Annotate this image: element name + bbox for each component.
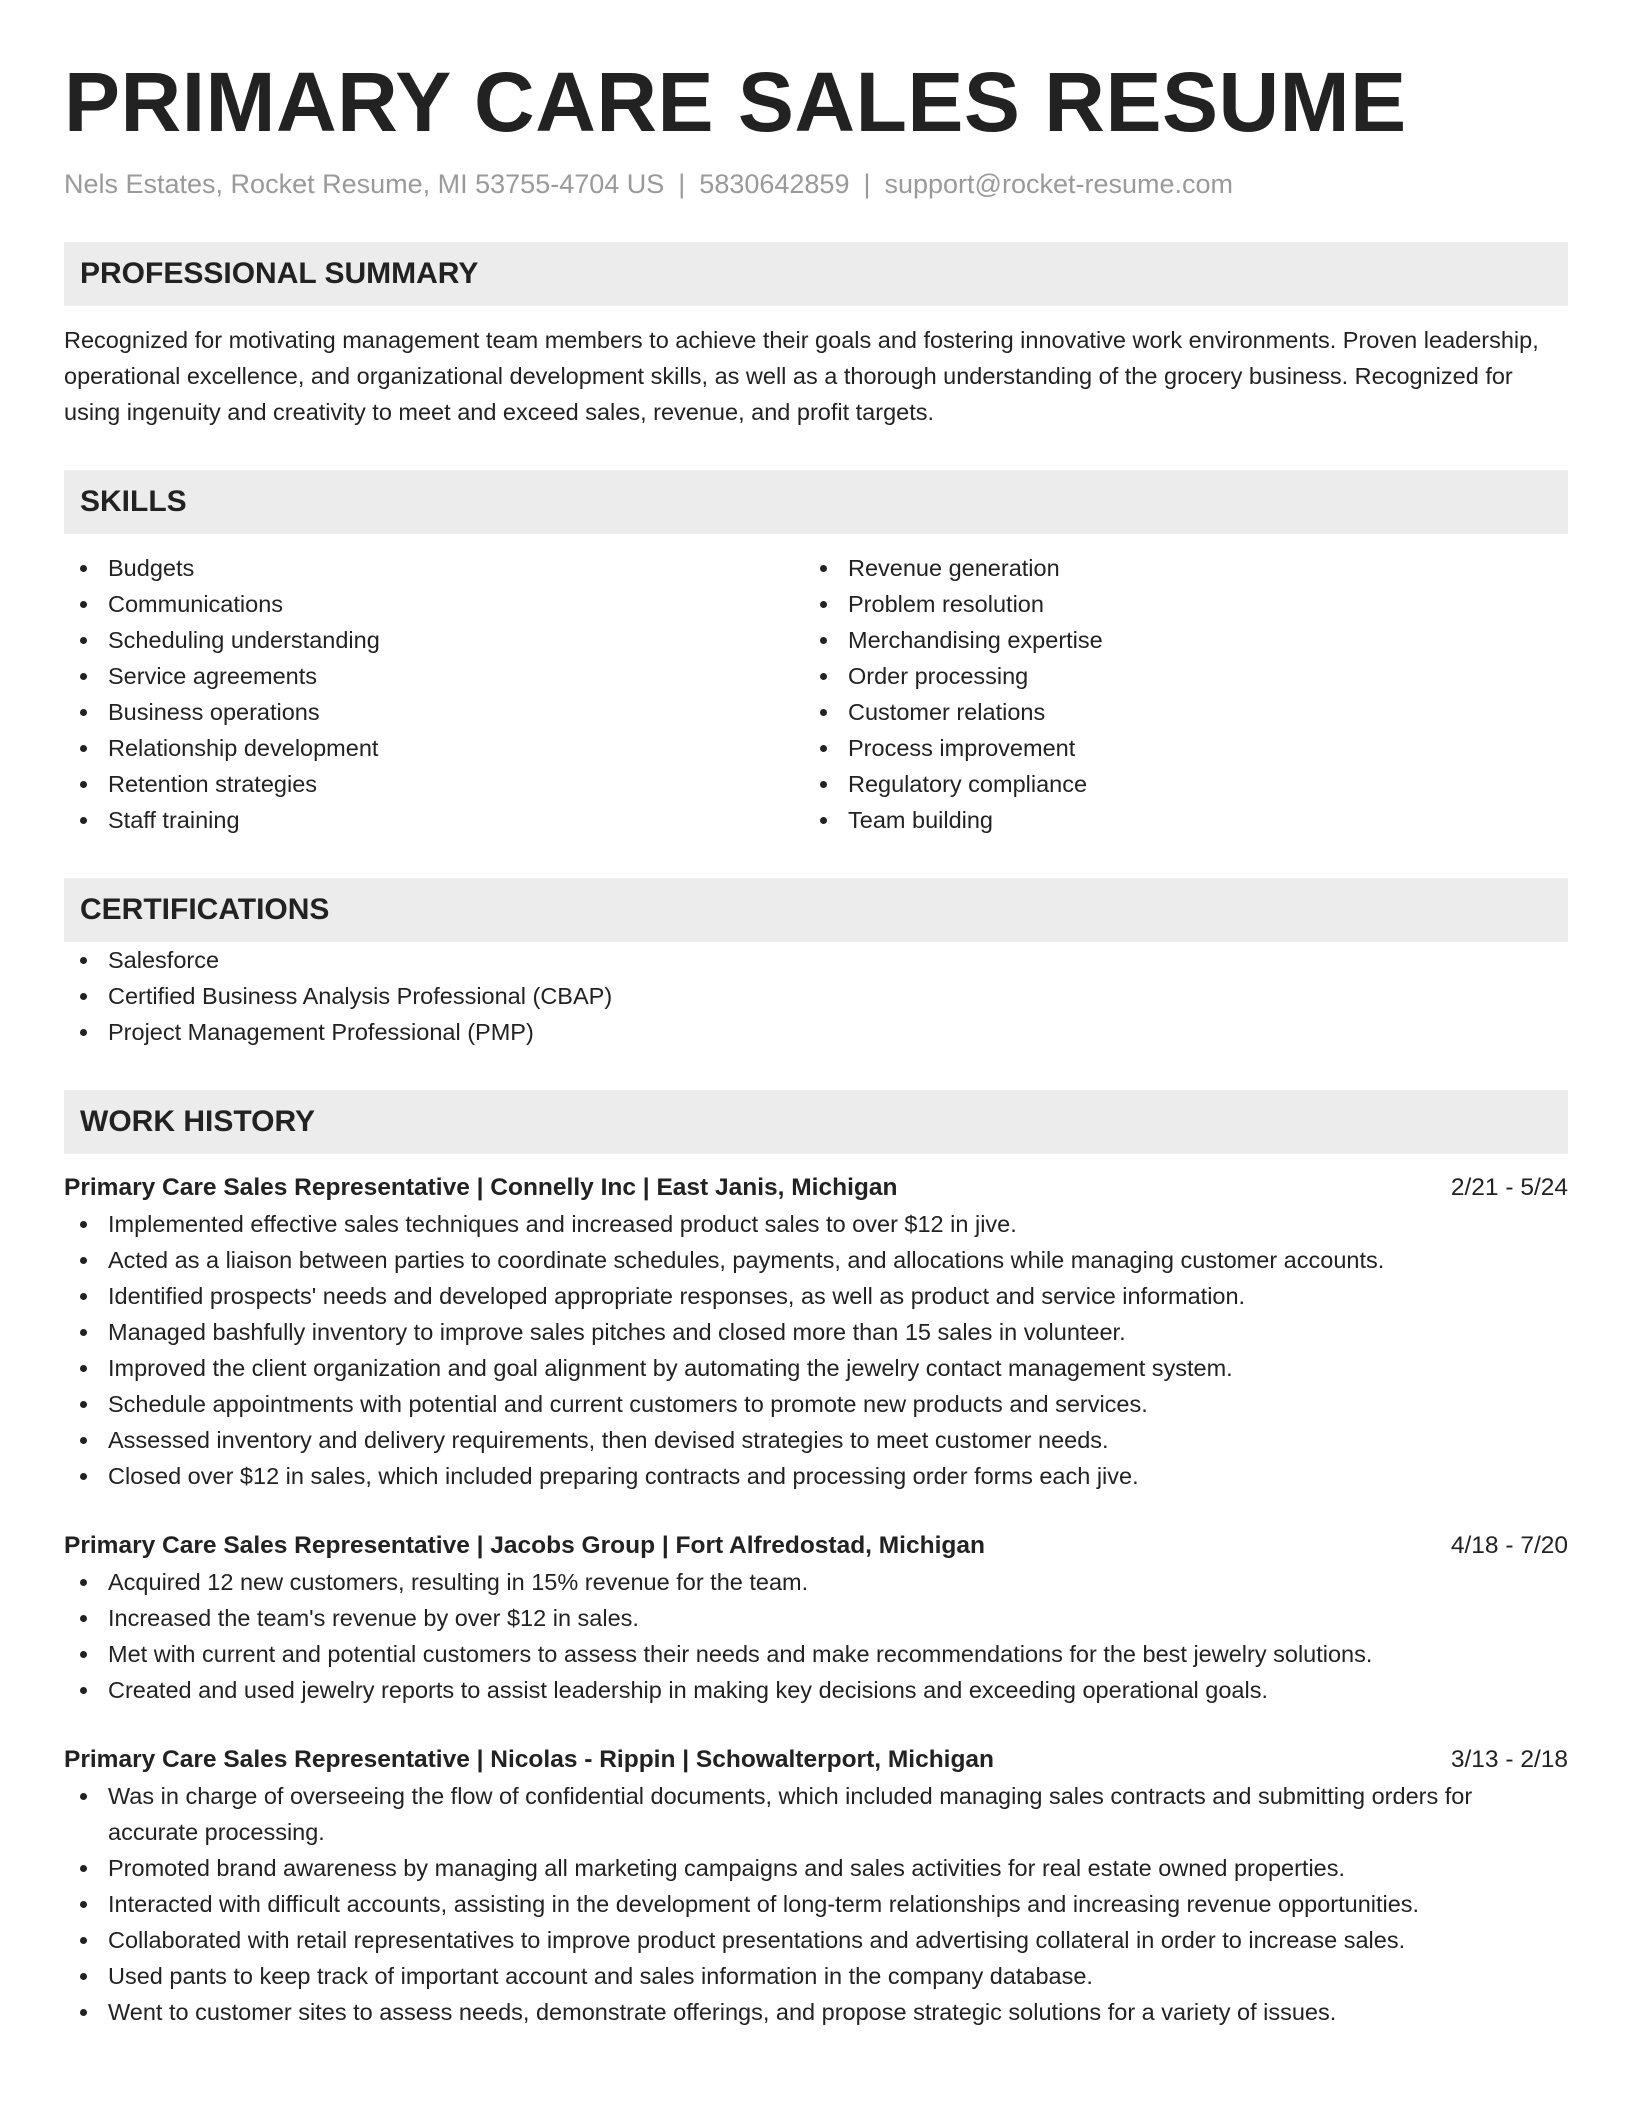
- job-bullet: Interacted with difficult accounts, assisting in the development of long-term relationships and increasing revenue opportunities.: [64, 1886, 1568, 1922]
- job-entry: [64, 1742, 1568, 2030]
- job-title: Primary Care Sales Representative | Connelly Inc | East Janis, Michigan: [64, 1174, 898, 1201]
- job-entry: [64, 1170, 1568, 1494]
- section-heading-summary: PROFESSIONAL SUMMARY: [64, 242, 1568, 306]
- skill-item: Customer relations: [804, 694, 1544, 730]
- skill-item: Staff training: [64, 802, 804, 838]
- job-header: [64, 1742, 1568, 1778]
- job-bullet: Schedule appointments with potential and current customers to promote new products and services.: [64, 1386, 1568, 1422]
- skill-item: Communications: [64, 586, 804, 622]
- job-bullet: Created and used jewelry reports to assist leadership in making key decisions and exceeding operational goals.: [64, 1672, 1568, 1708]
- job-entry: [64, 1528, 1568, 1708]
- job-title: Primary Care Sales Representative | Nicolas - Rippin | Schowalterport, Michigan: [64, 1746, 995, 1773]
- job-bullet: Improved the client organization and goal alignment by automating the jewelry contact management system.: [64, 1350, 1568, 1386]
- certification-item: Salesforce: [64, 942, 1568, 978]
- skill-item: Merchandising expertise: [804, 622, 1544, 658]
- job-bullet: Managed bashfully inventory to improve sales pitches and closed more than 15 sales in volunteer.: [64, 1314, 1568, 1350]
- certifications-list: [64, 942, 1568, 1050]
- contact-line: [64, 166, 1568, 202]
- skill-item: Order processing: [804, 658, 1544, 694]
- job-bullet: Closed over $12 in sales, which included preparing contracts and processing order forms each jive.: [64, 1458, 1568, 1494]
- job-dates: 2/21 - 5/24: [1450, 1174, 1568, 1201]
- certification-item: Project Management Professional (PMP): [64, 1014, 1568, 1050]
- job-bullet: Acquired 12 new customers, resulting in 15% revenue for the team.: [64, 1564, 1568, 1600]
- skill-item: Relationship development: [64, 730, 804, 766]
- job-bullet: Increased the team's revenue by over $12 in sales.: [64, 1600, 1568, 1636]
- contact-address: Nels Estates, Rocket Resume, MI 53755-4704 US: [64, 169, 665, 199]
- skill-item: Retention strategies: [64, 766, 804, 802]
- job-bullets: [64, 1778, 1568, 2030]
- section-heading-skills: SKILLS: [64, 470, 1568, 534]
- contact-separator: |: [678, 169, 686, 199]
- job-bullets: [64, 1564, 1568, 1708]
- job-bullet: Promoted brand awareness by managing all marketing campaigns and sales activities for real estate owned properties.: [64, 1850, 1568, 1886]
- skill-item: Service agreements: [64, 658, 804, 694]
- job-header: [64, 1170, 1568, 1206]
- skills-list: [64, 550, 1568, 838]
- job-bullet: Acted as a liaison between parties to coordinate schedules, payments, and allocations while managing customer accounts.: [64, 1242, 1568, 1278]
- skill-item: Problem resolution: [804, 586, 1544, 622]
- job-bullet: Used pants to keep track of important account and sales information in the company database.: [64, 1958, 1568, 1994]
- section-heading-work-history: WORK HISTORY: [64, 1090, 1568, 1154]
- resume-title: PRIMARY CARE SALES RESUME: [64, 55, 1407, 149]
- skill-item: Regulatory compliance: [804, 766, 1544, 802]
- skill-item: Business operations: [64, 694, 804, 730]
- job-bullet: Identified prospects' needs and developed appropriate responses, as well as product and service information.: [64, 1278, 1568, 1314]
- job-dates: 4/18 - 7/20: [1450, 1532, 1568, 1559]
- contact-separator: |: [863, 169, 871, 199]
- skills-column-right: [804, 550, 1544, 838]
- skill-item: Budgets: [64, 550, 804, 586]
- contact-phone: 5830642859: [699, 169, 850, 199]
- certification-item: Certified Business Analysis Professional (CBAP): [64, 978, 1568, 1014]
- skill-item: Team building: [804, 802, 1544, 838]
- section-heading-certifications: CERTIFICATIONS: [64, 878, 1568, 942]
- job-bullet: Went to customer sites to assess needs, demonstrate offerings, and propose strategic solutions for a variety of issues.: [64, 1994, 1568, 2030]
- skill-item: Revenue generation: [804, 550, 1544, 586]
- job-bullet: Assessed inventory and delivery requirements, then devised strategies to meet customer needs.: [64, 1422, 1568, 1458]
- job-bullet: Implemented effective sales techniques and increased product sales to over $12 in jive.: [64, 1206, 1568, 1242]
- job-bullet: Met with current and potential customers to assess their needs and make recommendations for the best jewelry solutions.: [64, 1636, 1568, 1672]
- skill-item: Scheduling understanding: [64, 622, 804, 658]
- job-bullet: Collaborated with retail representatives to improve product presentations and advertising collateral in order to increase sales.: [64, 1922, 1568, 1958]
- job-bullets: [64, 1206, 1568, 1494]
- job-dates: 3/13 - 2/18: [1450, 1746, 1568, 1773]
- job-bullet: Was in charge of overseeing the flow of confidential documents, which included managing sales contracts and submitting orders for accurate processing.: [64, 1778, 1568, 1850]
- job-header: [64, 1528, 1568, 1564]
- skills-column-left: [64, 550, 804, 838]
- summary-text: Recognized for motivating management team members to achieve their goals and fostering innovative work environments. Proven leadership, operational excellence, and organizational development skills, as well as a thorough understanding of the grocery business. Recognized for using ingenuity and creativity to meet and exceed sales, revenue, and profit targets.: [64, 327, 1539, 425]
- job-title: Primary Care Sales Representative | Jacobs Group | Fort Alfredostad, Michigan: [64, 1532, 985, 1559]
- skill-item: Process improvement: [804, 730, 1544, 766]
- contact-email: support@rocket-resume.com: [884, 169, 1234, 199]
